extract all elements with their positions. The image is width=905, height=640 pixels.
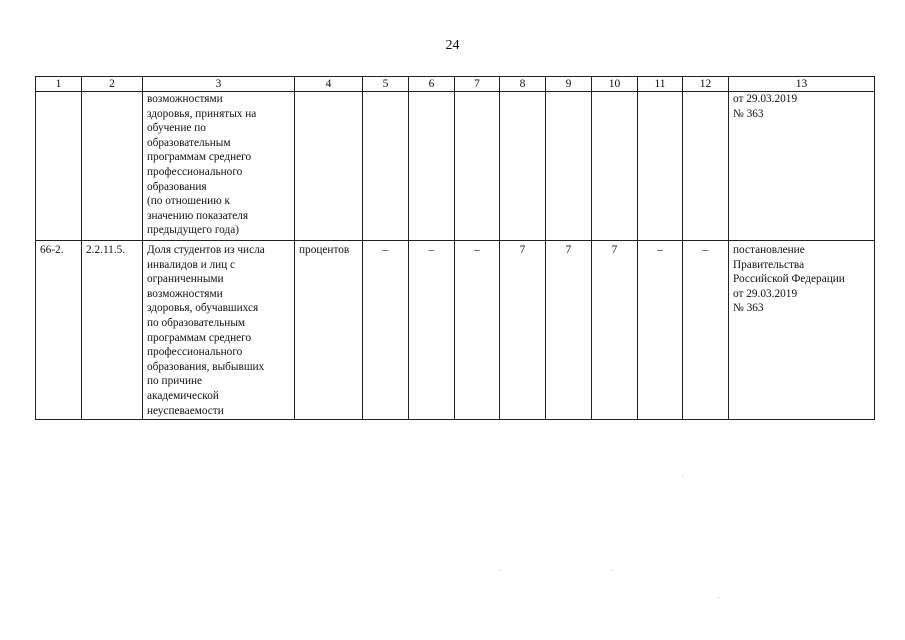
- cell-value: [455, 92, 500, 241]
- cell-value: –: [683, 241, 729, 420]
- cell-value: –: [455, 241, 500, 420]
- column-number-header: 7: [455, 77, 500, 92]
- column-number-header: 13: [729, 77, 875, 92]
- page-number: 24: [445, 38, 460, 53]
- column-number-header: 2: [82, 77, 143, 92]
- table-row-66-2: [36, 241, 875, 420]
- cell-indicator-name: Доля студентов из числа инвалидов и лиц с ограниченными возможностями здоровья, обучавшихся по образовательным программам среднего профессионального образования, выбывших по причине академической неуспеваемости: [143, 241, 295, 420]
- cell-legal-basis: от 29.03.2019 № 363: [729, 92, 875, 241]
- cell-code: 2.2.11.5.: [82, 241, 143, 420]
- cell-value: [638, 92, 683, 241]
- cell-legal-basis: постановление Правительства Российской Федерации от 29.03.2019 № 363: [729, 241, 875, 420]
- cell-value: [363, 92, 409, 241]
- cell-value: 7: [592, 241, 638, 420]
- cell-value: [683, 92, 729, 241]
- indicators-table: [35, 76, 875, 420]
- cell-value: 7: [546, 241, 592, 420]
- cell-unit: [295, 92, 363, 241]
- cell-value: [592, 92, 638, 241]
- scan-speck: [612, 570, 613, 571]
- column-number-header: 5: [363, 77, 409, 92]
- column-number-header: 10: [592, 77, 638, 92]
- cell-value: [546, 92, 592, 241]
- column-number-header: 8: [500, 77, 546, 92]
- cell-unit: процентов: [295, 241, 363, 420]
- column-number-header: 1: [36, 77, 82, 92]
- cell-number: 66-2.: [36, 241, 82, 420]
- cell-value: 7: [500, 241, 546, 420]
- scan-speck: [682, 476, 683, 477]
- column-number-header: 11: [638, 77, 683, 92]
- cell-value: [500, 92, 546, 241]
- cell-value: –: [363, 241, 409, 420]
- table-row-continued: [36, 92, 875, 241]
- cell-code: [82, 92, 143, 241]
- table-header-row: [36, 77, 875, 92]
- scan-speck: [500, 570, 501, 571]
- cell-value: –: [638, 241, 683, 420]
- cell-value: [409, 92, 455, 241]
- cell-indicator-name: возможностями здоровья, принятых на обучение по образовательным программам среднего профессионального образования (по отношению к значению показателя предыдущего года): [143, 92, 295, 241]
- column-number-header: 6: [409, 77, 455, 92]
- column-number-header: 4: [295, 77, 363, 92]
- column-number-header: 3: [143, 77, 295, 92]
- cell-number: [36, 92, 82, 241]
- column-number-header: 9: [546, 77, 592, 92]
- scan-speck: [718, 597, 719, 598]
- cell-value: –: [409, 241, 455, 420]
- column-number-header: 12: [683, 77, 729, 92]
